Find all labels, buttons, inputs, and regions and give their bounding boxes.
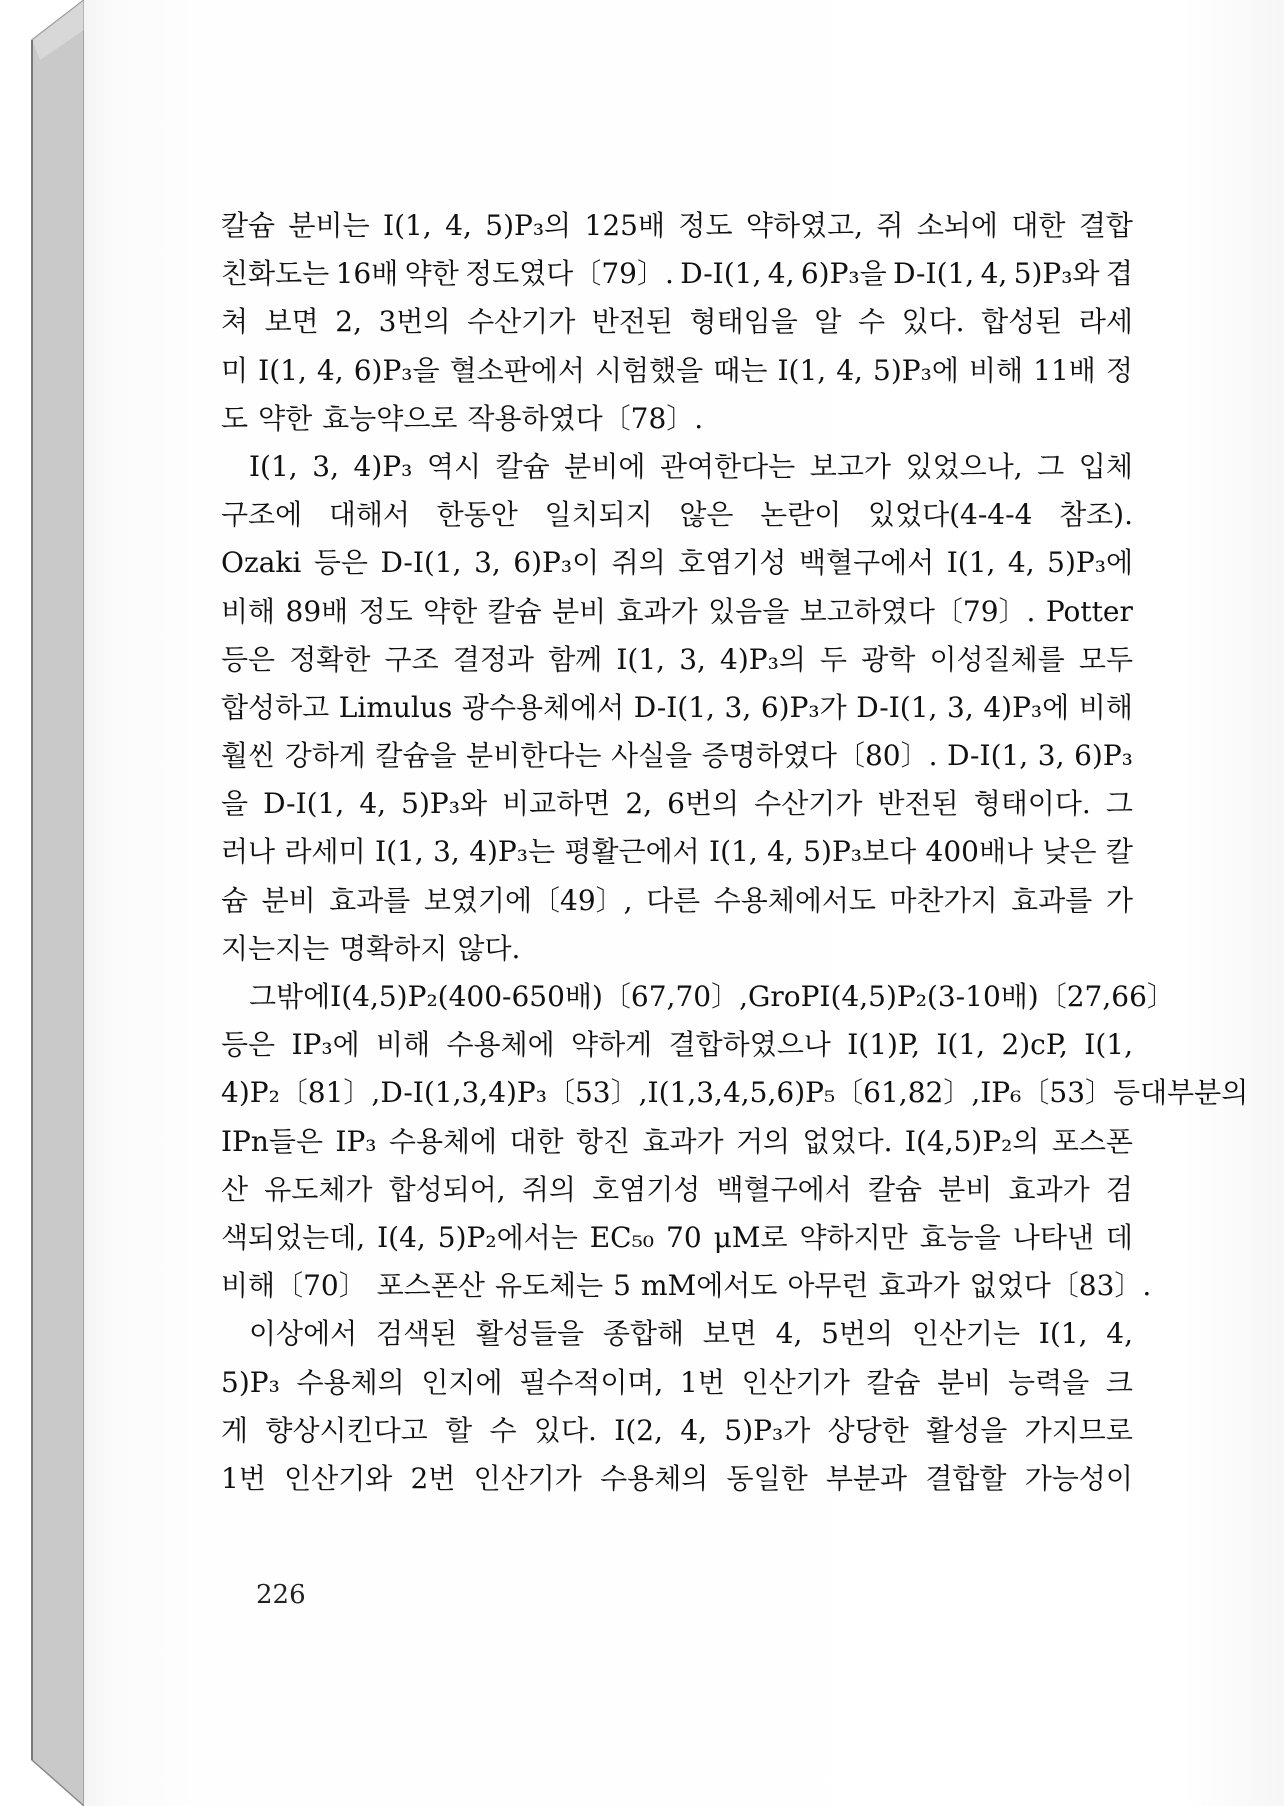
text-line: 산 유도체가 합성되어, 쥐의 호염기성 백혈구에서 칼슘 분비 효과가 검 — [221, 1172, 1133, 1206]
text-line: 합성하고 Limulus 광수용체에서 D-I(1, 3, 6)P₃가 D-I(1, 3, 4)P₃에 비해 — [221, 690, 1133, 724]
text-line: 친화도는 16배 약한 정도였다〔79〕. D-I(1, 4, 6)P₃을 D-I(1, 4, 5)P₃와 겹 — [221, 257, 1133, 291]
text-line: 5)P₃ 수용체의 인지에 필수적이며, 1번 인산기가 칼슘 분비 능력을 크 — [221, 1365, 1133, 1399]
text-line: 훨씬 강하게 칼슘을 분비한다는 사실을 증명하였다〔80〕. D-I(1, 3, 6)P₃ — [221, 739, 1133, 773]
text-line: 등은 IP₃에 비해 수용체에 약하게 결합하였으나 I(1)P, I(1, 2)cP, I(1, — [221, 1028, 1133, 1062]
text-line: 색되었는데, I(4, 5)P₂에서는 EC₅₀ 70 μM로 약하지만 효능을 나타낸 데 — [221, 1220, 1133, 1254]
text-line: Ozaki 등은 D-I(1, 3, 6)P₃이 쥐의 호염기성 백혈구에서 I(1, 4, 5)P₃에 — [221, 546, 1133, 580]
text-line: 그밖에 I(4, 5)P₂(400-650배)〔67, 70〕, GroPI(4, 5)P₂(3-10배)〔27, 66〕 — [249, 980, 1175, 1013]
text-line: 을 D-I(1, 4, 5)P₃와 비교하면 2, 6번의 수산기가 반전된 형태이다. 그 — [221, 787, 1133, 821]
text-line: 게 향상시킨다고 할 수 있다. I(2, 4, 5)P₃가 상당한 활성을 가지므로 — [221, 1413, 1133, 1447]
text-line: 구조에 대해서 한동안 일치되지 않은 논란이 있었다(4-4-4 참조). — [221, 498, 1133, 532]
text-line: 슘 분비 효과를 보였기에〔49〕, 다른 수용체에서도 마찬가지 효과를 가 — [221, 883, 1133, 917]
text-line: 비해〔70〕 포스폰산 유도체는 5 mM에서도 아무런 효과가 없었다〔83〕. — [221, 1269, 1152, 1303]
text-line: 도 약한 효능약으로 작용하였다〔78〕. — [221, 401, 704, 435]
text-line: 비해 89배 정도 약한 칼슘 분비 효과가 있음을 보고하였다〔79〕. Potter — [221, 594, 1133, 628]
text-line: 등은 정확한 구조 결정과 함께 I(1, 3, 4)P₃의 두 광학 이성질체를 모두 — [221, 642, 1133, 676]
text-line: 러나 라세미 I(1, 3, 4)P₃는 평활근에서 I(1, 4, 5)P₃보다 400배나 낮은 칼 — [221, 835, 1133, 869]
text-line: 4)P₂〔81〕, D-I(1,3,4)P₃〔53〕, I(1,3,4,5,6)P₅〔61, 82〕, IP₆〔53〕 등 대부분의 — [221, 1076, 1249, 1110]
body-text — [221, 202, 1249, 1503]
text-line: IPn들은 IP₃ 수용체에 대한 항진 효과가 거의 없었다. I(4,5)P₂의 포스폰 — [221, 1124, 1133, 1158]
text-line: 미 I(1, 4, 6)P₃을 혈소판에서 시험했을 때는 I(1, 4, 5)P₃에 비해 11배 정 — [221, 353, 1133, 387]
text-line: 이상에서 검색된 활성들을 종합해 보면 4, 5번의 인산기는 I(1, 4, — [249, 1317, 1133, 1351]
page-number: 226 — [256, 1580, 306, 1610]
text-line: 1번 인산기와 2번 인산기가 수용체의 동일한 부분과 결합할 가능성이 — [221, 1461, 1133, 1495]
text-line: 지는지는 명확하지 않다. — [221, 931, 521, 965]
text-line: I(1, 3, 4)P₃ 역시 칼슘 분비에 관여한다는 보고가 있었으나, 그 입체 — [249, 449, 1133, 483]
text-line: 칼슘 분비는 I(1, 4, 5)P₃의 125배 정도 약하였고, 쥐 소뇌에 대한 결합 — [221, 209, 1133, 242]
text-line: 쳐 보면 2, 3번의 수산기가 반전된 형태임을 알 수 있다. 합성된 라세 — [221, 305, 1133, 339]
